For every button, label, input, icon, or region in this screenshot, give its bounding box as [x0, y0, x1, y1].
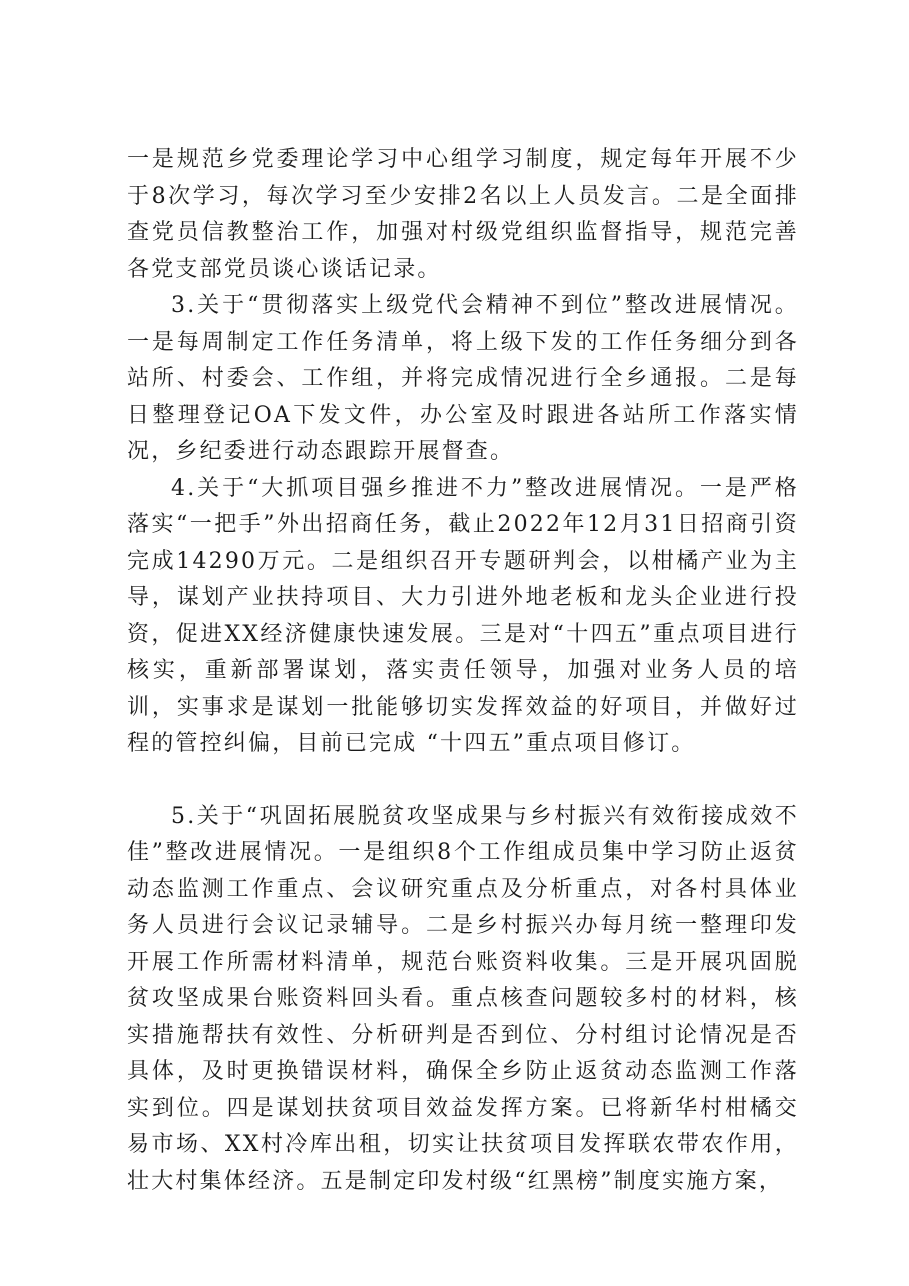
paragraph-item-5: 5.关于“巩固拓展脱贫攻坚成果与乡村振兴有效衔接成效不佳”整改进展情况。一是组织8个工作组成员集中学习防止返贫动态监测工作重点、会议研究重点及分析重点，对各村具体业务人员进行会议记录辅导。二是乡村振兴办每月统一整理印发开展工作所需材料清单，规范台账资料收集。三是开展巩固脱贫攻坚成果台账资料回头看。重点核查问题较多村的材料，核实措施帮扶有效性、分析研判是否到位、分村组讨论情况是否具体，及时更换错误材料，确保全乡防止返贫动态监测工作落实到位。四是谋划扶贫项目效益发挥方案。已将新华村柑橘交易市场、XX村冷库出租，切实让扶贫项目发挥联农带农作用，壮大村集体经济。五是制定印发村级“红黑榜”制度实施方案，: [127, 803, 799, 1194]
paragraph-item-3: 3.关于“贯彻落实上级党代会精神不到位”整改进展情况。一是每周制定工作任务清单，将上级下发的工作任务细分到各站所、村委会、工作组，并将完成情况进行全乡通报。二是每日整理登记OA下发文件，办公室及时跟进各站所工作落实情况，乡纪委进行动态跟踪开展督查。: [127, 293, 799, 464]
paragraph-continuation: 一是规范乡党委理论学习中心组学习制度，规定每年开展不少于8次学习，每次学习至少安排2名以上人员发言。二是全面排查党员信教整治工作，加强对村级党组织监督指导，规范完善各党支部党员谈心谈话记录。: [127, 147, 799, 282]
paragraph-item-4: 4.关于“大抓项目强乡推进不力”整改进展情况。一是严格落实“一把手”外出招商任务，截止2022年12月31日招商引资完成14290万元。二是组织召开专题研判会，以柑橘产业为主导，谋划产业扶持项目、大力引进外地老板和龙头企业进行投资，促进XX经济健康快速发展。三是对“十四五”重点项目进行核实，重新部署谋划，落实责任领导，加强对业务人员的培训，实事求是谋划一批能够切实发挥效益的好项目，并做好过程的管控纠偏，目前已完成 “十四五”重点项目修订。: [127, 475, 799, 756]
document-body: [127, 142, 799, 1200]
